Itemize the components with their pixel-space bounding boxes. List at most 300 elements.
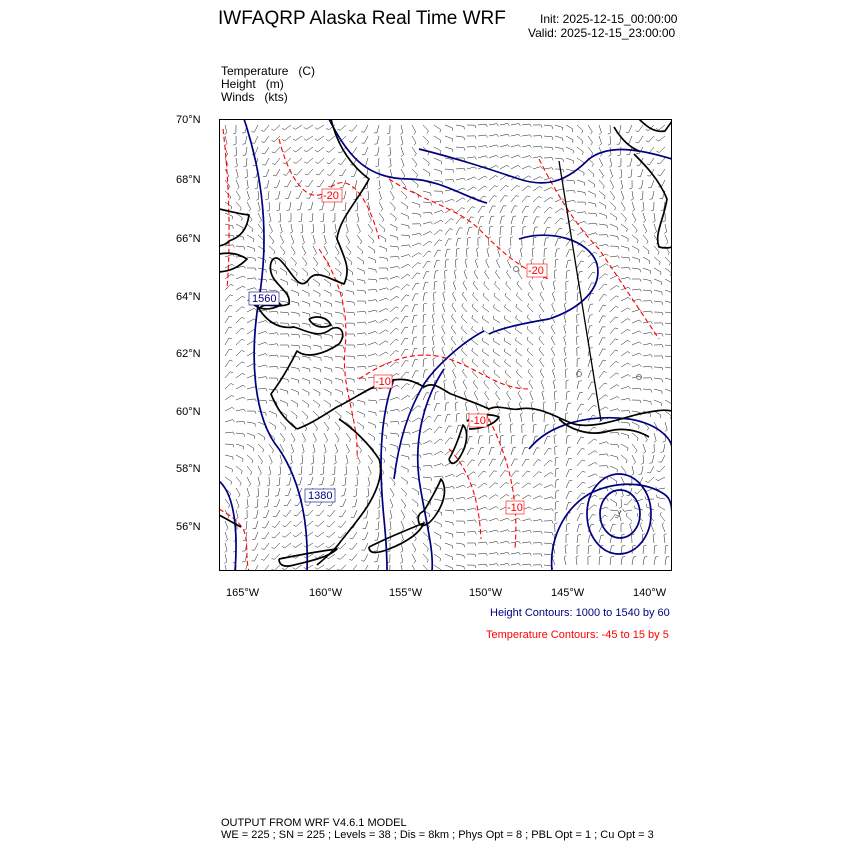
wind-barb: [489, 541, 499, 544]
wind-barb: [434, 125, 441, 132]
wind-barb: [478, 483, 487, 488]
wind-barb: [652, 444, 655, 453]
wind-barb: [555, 468, 559, 477]
wind-barb: [313, 400, 320, 408]
wind-barb: [357, 290, 366, 294]
wind-barb: [247, 387, 257, 389]
wind-barb: [495, 281, 500, 290]
wind-barb: [474, 270, 478, 279]
wind-barb: [357, 355, 366, 358]
wind-barb: [362, 136, 369, 143]
field-temperature: [221, 64, 315, 78]
wind-barb: [599, 349, 606, 356]
wind-barb: [262, 147, 269, 154]
wind-barb: [610, 202, 616, 210]
wind-barb: [599, 235, 608, 238]
wind-barb: [247, 288, 257, 290]
wind-barb: [472, 359, 478, 367]
wind-barb: [599, 442, 609, 444]
wind-barb: [401, 455, 409, 460]
wind-barb: [643, 343, 653, 346]
wind-barb: [610, 235, 618, 240]
wind-barb: [368, 224, 373, 233]
wind-barb: [467, 508, 477, 510]
wind-barb: [272, 554, 281, 560]
wind-barb: [305, 169, 313, 175]
wind-barb: [494, 359, 500, 367]
wind-barb: [577, 437, 584, 444]
wind-barb: [544, 532, 553, 535]
wind-barb: [357, 213, 359, 223]
wind-barb: [554, 391, 557, 400]
wind-barb: [643, 378, 652, 381]
wind-barb: [665, 400, 672, 407]
wind-barb: [280, 246, 285, 255]
wind-barb: [255, 180, 258, 189]
wind-barb: [522, 196, 530, 202]
wind-barb: [484, 281, 489, 290]
wind-barb: [643, 366, 652, 369]
wind-barb: [455, 259, 458, 268]
wind-barb: [401, 444, 410, 447]
wind-barb: [452, 303, 456, 312]
wind-barb: [445, 147, 453, 152]
wind-barb: [313, 257, 318, 266]
wind-barb: [621, 202, 625, 211]
wind-barb: [500, 530, 510, 532]
wind-barb: [555, 523, 558, 532]
wind-barb: [390, 224, 397, 231]
wind-barb: [282, 147, 291, 152]
wind-barb: [293, 147, 302, 152]
wind-barb: [357, 246, 363, 254]
wind-barb: [280, 400, 287, 406]
wind-barb: [577, 393, 583, 401]
wind-barb: [302, 389, 309, 396]
wind-barb: [445, 259, 449, 268]
wind-barb: [357, 322, 366, 325]
wind-barb: [555, 446, 558, 455]
wind-barb: [511, 216, 516, 224]
wind-barb: [291, 367, 299, 372]
wind-barb: [522, 519, 532, 521]
wind-barb: [654, 378, 663, 382]
wind-barb: [577, 358, 580, 367]
wind-barb: [500, 123, 510, 126]
wind-barb: [588, 272, 595, 279]
wind-barb: [261, 136, 269, 143]
wind-barb: [291, 235, 294, 245]
wind-barb: [533, 197, 542, 203]
wind-barb: [276, 477, 280, 486]
wind-barb: [302, 378, 310, 384]
weather-map: [219, 119, 672, 571]
wind-barb: [508, 259, 512, 268]
wind-barb: [326, 565, 335, 570]
wind-barb: [529, 281, 533, 290]
wind-barb: [577, 449, 585, 456]
wind-barb: [357, 257, 364, 264]
wind-barb: [258, 213, 262, 222]
wind-barb: [423, 191, 431, 196]
wind-barb: [577, 221, 587, 224]
wind-barb: [456, 521, 465, 524]
wind-barb: [511, 186, 520, 192]
wind-barb: [362, 147, 368, 154]
wind-barb: [313, 345, 321, 350]
wind-barb: [599, 224, 608, 228]
wind-barb: [247, 278, 256, 281]
wind-barb: [510, 237, 513, 246]
wind-barb: [287, 202, 291, 210]
wind-barb: [566, 281, 569, 290]
wind-barb: [456, 565, 464, 569]
wind-barb: [324, 400, 331, 408]
wind-barb: [280, 345, 289, 348]
wind-barb: [500, 541, 510, 544]
wind-barb: [533, 136, 542, 139]
wind-barb: [456, 532, 465, 536]
wind-barb: [621, 386, 631, 389]
wind-barb: [532, 413, 535, 422]
wind-barb: [621, 363, 630, 367]
wind-barb: [313, 290, 320, 297]
wind-barb: [442, 336, 445, 345]
wind-barb: [654, 345, 663, 348]
wind-barb: [412, 136, 416, 145]
wind-barb: [555, 512, 558, 521]
wind-barb: [543, 402, 546, 411]
wind-barb: [522, 206, 529, 213]
wind-barb: [324, 367, 332, 372]
wind-barb: [621, 268, 630, 271]
wind-barb: [588, 382, 595, 389]
wind-barb: [272, 532, 280, 538]
wind-barb: [544, 188, 553, 192]
wind-barb: [577, 251, 585, 257]
wind-barb: [456, 178, 466, 181]
wind-barb: [262, 532, 269, 539]
wind-barb: [555, 239, 561, 246]
wind-barb: [400, 554, 403, 564]
wind-barb: [554, 435, 557, 444]
wind-barb: [445, 426, 452, 433]
wind-barb: [665, 557, 669, 566]
wind-barb: [379, 246, 387, 252]
wind-barb: [324, 290, 331, 297]
wind-barb: [434, 281, 437, 290]
wind-barb: [374, 136, 379, 144]
wind-barb: [552, 358, 555, 367]
wind-barb: [275, 191, 280, 199]
wind-barb: [319, 202, 324, 210]
wind-barb: [522, 530, 532, 533]
wind-barb: [500, 134, 510, 137]
wind-barb: [434, 499, 442, 504]
wind-barb: [483, 293, 489, 301]
wind-barb: [528, 358, 533, 367]
wind-barb: [497, 402, 501, 411]
wind-barb: [315, 565, 324, 569]
model-info: OUTPUT FROM WRF V4.6.1 MODEL: [221, 817, 407, 829]
wind-barb: [462, 303, 467, 312]
wind-barb: [632, 246, 639, 253]
wind-barb: [267, 202, 270, 211]
wind-barb: [533, 484, 542, 488]
wind-barb: [665, 334, 672, 338]
wind-barb: [335, 301, 343, 306]
wind-barb: [423, 303, 427, 312]
wind-barb: [379, 308, 388, 312]
wind-barb: [434, 271, 438, 279]
wind-barb: [643, 389, 652, 393]
wind-barb: [368, 268, 376, 273]
wind-barb: [665, 301, 672, 306]
wind-barb: [368, 235, 374, 243]
wind-barb: [332, 466, 335, 475]
wind-barb: [313, 334, 321, 339]
wind-barb: [225, 499, 230, 508]
wind-barb: [619, 512, 621, 522]
wind-barb: [522, 226, 526, 235]
wind-barb: [467, 136, 476, 139]
wind-barb: [434, 169, 442, 174]
height-contour: [418, 369, 444, 571]
wind-barb: [665, 545, 668, 554]
wind-barb: [302, 268, 308, 276]
wind-barb: [280, 422, 286, 430]
wind-barb: [566, 523, 570, 532]
wind-barb: [654, 301, 663, 305]
wind-barb: [442, 303, 445, 313]
wind-barb: [489, 134, 499, 137]
wind-barb: [349, 554, 357, 560]
wind-barb: [621, 277, 631, 279]
wind-barb: [302, 246, 306, 255]
wind-barb: [357, 367, 366, 370]
wind-barb: [522, 471, 530, 477]
wind-barb: [566, 447, 571, 455]
wind-barb: [610, 524, 616, 532]
wind-barb: [445, 229, 453, 235]
wind-barb: [313, 367, 321, 372]
wind-barb: [610, 317, 618, 323]
wind-barb: [654, 557, 658, 566]
wind-barb: [225, 372, 233, 378]
wind-barb: [467, 125, 476, 128]
wind-barb: [445, 249, 450, 257]
wind-barb: [390, 307, 399, 312]
wind-barb: [302, 257, 307, 266]
wind-barb: [258, 235, 264, 243]
wind-barb: [487, 248, 489, 258]
wind-barb: [313, 301, 321, 307]
wind-barb: [236, 328, 244, 334]
wind-barb: [236, 488, 240, 497]
wind-barb: [324, 389, 331, 396]
wind-barb: [236, 409, 246, 412]
wind-barb: [472, 315, 478, 323]
wind-barb: [379, 330, 388, 334]
wind-barb: [324, 378, 332, 384]
wind-barb: [566, 534, 569, 543]
wind-barb: [489, 145, 499, 147]
wind-barb: [254, 510, 259, 518]
wind-barb: [258, 354, 268, 357]
wind-barb: [623, 509, 632, 512]
wind-barb: [225, 338, 232, 345]
lon-label: 160°W: [309, 587, 343, 599]
wind-barb: [401, 349, 408, 356]
wind-barb: [272, 136, 280, 142]
wind-barb: [432, 336, 435, 346]
wind-barb: [626, 125, 632, 132]
wind-barb: [379, 278, 388, 281]
wind-barb: [302, 290, 309, 297]
wind-barb: [621, 398, 631, 401]
wind-barb: [247, 319, 256, 323]
wind-barb: [487, 413, 490, 423]
wind-barb: [306, 180, 313, 187]
wind-barb: [467, 207, 475, 213]
wind-barb: [280, 433, 285, 442]
wind-barb: [566, 436, 570, 445]
wind-barb: [565, 292, 568, 301]
wind-barb: [467, 532, 476, 535]
wind-barb: [465, 402, 468, 412]
wind-barb: [632, 310, 642, 313]
wind-barb: [632, 202, 635, 212]
wind-barb: [636, 136, 643, 143]
wind-barb: [300, 224, 303, 233]
wind-barb: [302, 433, 306, 442]
wind-barb: [412, 263, 421, 268]
wind-barb: [533, 156, 543, 159]
wind-barb: [654, 323, 663, 326]
wind-barb: [658, 169, 666, 176]
wind-barb: [258, 444, 264, 452]
wind-barb: [401, 477, 408, 485]
wind-barb: [322, 224, 325, 233]
wind-barb: [553, 380, 556, 390]
wind-barb: [434, 403, 440, 411]
wind-barb: [269, 344, 278, 347]
wind-barb: [643, 355, 652, 358]
wind-barb: [456, 473, 465, 477]
wind-barb: [511, 435, 515, 444]
wind-barb: [555, 501, 559, 510]
wind-barb: [610, 477, 617, 484]
wind-barb: [588, 326, 592, 334]
wind-barb: [390, 422, 399, 425]
wind-barb: [313, 389, 320, 396]
wind-barb: [272, 125, 281, 131]
wind-barb: [588, 304, 593, 312]
wind-barb: [236, 385, 245, 389]
wind-barb: [577, 125, 583, 133]
wind-barb: [599, 535, 604, 543]
wind-barb: [505, 304, 511, 312]
lat-label: 66°N: [176, 233, 201, 245]
wind-barb: [518, 270, 522, 279]
wind-barb: [353, 488, 357, 497]
wind-barb: [599, 316, 606, 323]
wind-barb: [355, 202, 358, 211]
wind-barb: [588, 213, 597, 217]
wind-barb: [482, 338, 489, 345]
wind-barb: [610, 246, 619, 249]
wind-barb: [258, 342, 268, 345]
wind-barb: [401, 420, 411, 422]
wind-barb: [304, 147, 313, 152]
wind-barb: [400, 125, 403, 135]
wind-barb: [533, 125, 542, 128]
wind-barb: [544, 448, 552, 455]
wind-barb: [544, 473, 553, 478]
wind-barb: [478, 459, 485, 466]
wind-barb: [412, 455, 421, 458]
wind-barb: [390, 213, 396, 221]
wind-barb: [551, 336, 555, 345]
wind-barb: [258, 433, 265, 440]
wind-barb: [577, 191, 585, 195]
wind-barb: [324, 356, 332, 361]
wind-barb: [511, 495, 520, 500]
wind-barb: [412, 371, 419, 378]
wind-barb: [555, 457, 558, 466]
wind-barb: [412, 147, 416, 156]
wind-barb: [467, 448, 474, 455]
wind-barb: [544, 147, 553, 150]
wind-barb: [363, 521, 369, 529]
wind-barb: [225, 543, 228, 553]
wind-barb: [390, 202, 395, 211]
wind-barb: [401, 202, 408, 210]
wind-barb: [552, 369, 555, 379]
wind-barb: [533, 187, 542, 192]
wind-barb: [610, 499, 617, 506]
wind-barb: [516, 337, 523, 345]
wind-barb: [621, 235, 628, 242]
wind-barb: [489, 216, 494, 224]
wind-barb: [423, 441, 432, 444]
wind-barb: [390, 488, 394, 497]
wind-barb: [533, 448, 540, 455]
wind-barb: [293, 125, 302, 129]
wind-barb: [522, 553, 531, 556]
wind-barb: [401, 147, 404, 157]
wind-barb: [632, 235, 638, 243]
wind-barb: [643, 268, 651, 274]
wind-barb: [566, 200, 576, 202]
wind-barb: [243, 521, 247, 530]
wind-barb: [621, 329, 630, 334]
wind-barb: [225, 384, 234, 390]
wind-barb: [412, 180, 418, 188]
wind-barb: [610, 169, 613, 179]
temperature-label: -10: [507, 502, 523, 514]
wind-barb: [489, 471, 497, 477]
wind-barb: [434, 230, 443, 235]
wind-barb: [522, 156, 532, 158]
wind-barb: [236, 455, 243, 462]
wind-barb: [654, 257, 660, 265]
wind-barb: [478, 176, 487, 180]
wind-barb: [335, 433, 339, 442]
wind-barb: [225, 284, 233, 290]
wind-barb: [225, 395, 234, 400]
wind-barb: [489, 495, 498, 499]
